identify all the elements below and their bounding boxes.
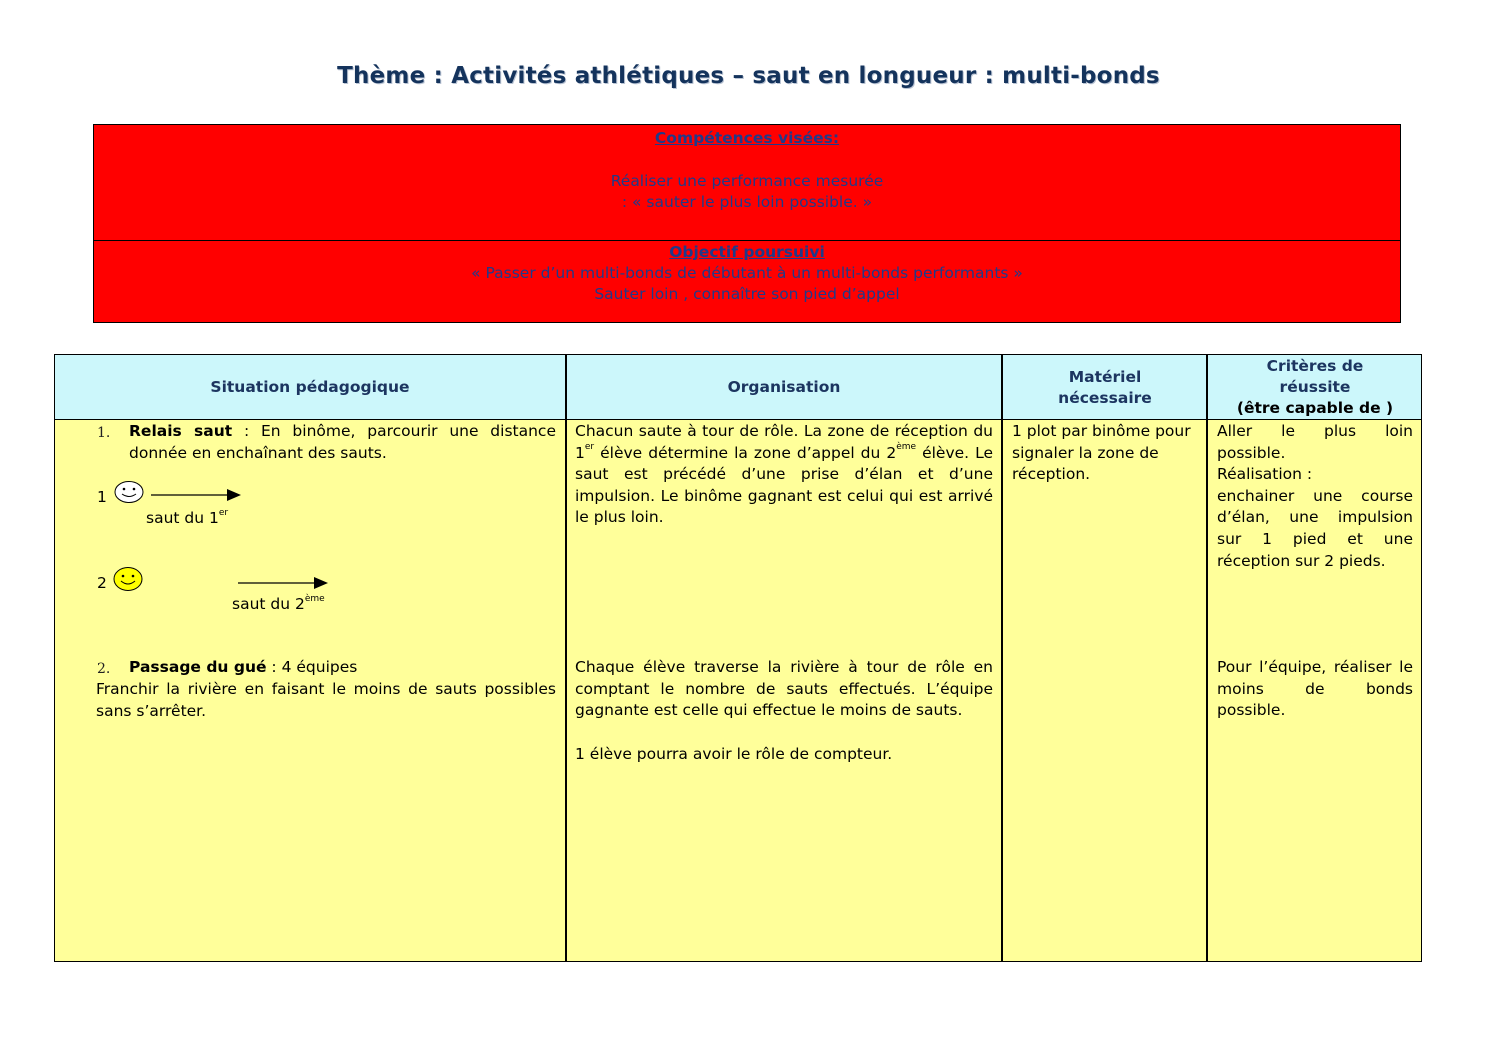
competences-heading: Compétences visées: [654, 129, 840, 147]
smiley-white-icon [113, 480, 145, 504]
item2-number: 2. [97, 661, 111, 677]
criteres-line-b: Réalisation : [1217, 465, 1313, 484]
objectives-box [93, 124, 1401, 323]
pedagogy-table [54, 354, 1422, 962]
item2-text [129, 657, 556, 679]
header-materiel-line-1: Matériel [1068, 367, 1142, 386]
column-divider-1 [565, 355, 567, 961]
header-criteres-line-1: Critères de [1266, 357, 1364, 375]
objectif-line-2: Sauter loin , connaître son pied d’appel [594, 285, 900, 303]
objectif-heading: Objectif poursuivi [669, 243, 825, 261]
header-criteres-line-2: réussite [1279, 378, 1351, 396]
header-situation: Situation pédagogique [210, 378, 410, 396]
competences-section [94, 125, 1400, 241]
item2-description: Franchir la rivière en faisant le moins de sauts possibles sans s’arrêter. [96, 680, 556, 720]
criteres-line-c: enchainer une course d’élan, une impulsion sur 1 pied et une réception sur 2 pieds. [1217, 486, 1413, 570]
diagram-saut-1: saut du 1er [146, 507, 229, 527]
criteres-paragraph-1 [1217, 421, 1413, 572]
criteres-paragraph-2: Pour l’équipe, réaliser le moins de bonds possible. [1217, 658, 1413, 720]
header-materiel-line-2: nécessaire [1058, 388, 1152, 407]
organisation-paragraph-2: Chaque élève traverse la rivière à tour de rôle en comptant le nombre de sauts effectués. L’équipe gagnante est celle qui effectue le moins de sauts. [575, 658, 993, 720]
organisation-paragraph-3: 1 élève pourra avoir le rôle de compteur. [575, 745, 893, 763]
diagram-label-1: 1 [97, 488, 107, 506]
competences-line-1: Réaliser une performance mesurée [610, 172, 884, 190]
organisation-paragraph-1: Chacun saute à tour de rôle. La zone de réception du 1er élève détermine la zone d’appel du 2ème élève. Le saut est précédé d’une prise d’élan et d’une impulsion. Le binôme gagnant est celui qui est arrivé le plus loin. [575, 422, 993, 527]
header-organisation: Organisation [727, 378, 841, 396]
competences-line-2: : « sauter le plus loin possible. » [621, 193, 873, 211]
header-materiel [1003, 355, 1207, 420]
header-criteres [1208, 355, 1422, 421]
item1-text [129, 421, 556, 464]
item2-title: Passage du gué [129, 658, 267, 676]
column-divider-2 [1001, 355, 1003, 961]
item1-number: 1. [97, 425, 111, 441]
page-title: Thème : Activités athlétiques – saut en longueur : multi-bonds [337, 63, 1160, 89]
column-divider-3 [1206, 355, 1208, 961]
objectif-line-1: « Passer d’un multi-bonds de débutant à un multi-bonds performants » [471, 264, 1023, 282]
table-body-row [55, 420, 1421, 961]
item2-subtitle: : 4 équipes [266, 658, 358, 676]
diagram-saut-2: saut du 2ème [232, 593, 325, 613]
objectif-section [94, 241, 1400, 322]
materiel-text: 1 plot par binôme pour signaler la zone de réception. [1012, 422, 1191, 484]
arrow-1-icon [151, 488, 243, 502]
criteres-line-a: Aller le plus loin possible. [1217, 422, 1413, 462]
item1-title: Relais saut [129, 422, 233, 440]
header-criteres-line-3: (être capable de ) [1236, 399, 1394, 417]
arrow-2-icon [238, 576, 330, 590]
diagram-label-2: 2 [97, 574, 107, 592]
table-header-row [55, 355, 1421, 420]
item1-description: : En binôme, parcourir une distance donnée en enchaînant des sauts. [129, 422, 556, 462]
smiley-yellow-icon [112, 566, 144, 592]
